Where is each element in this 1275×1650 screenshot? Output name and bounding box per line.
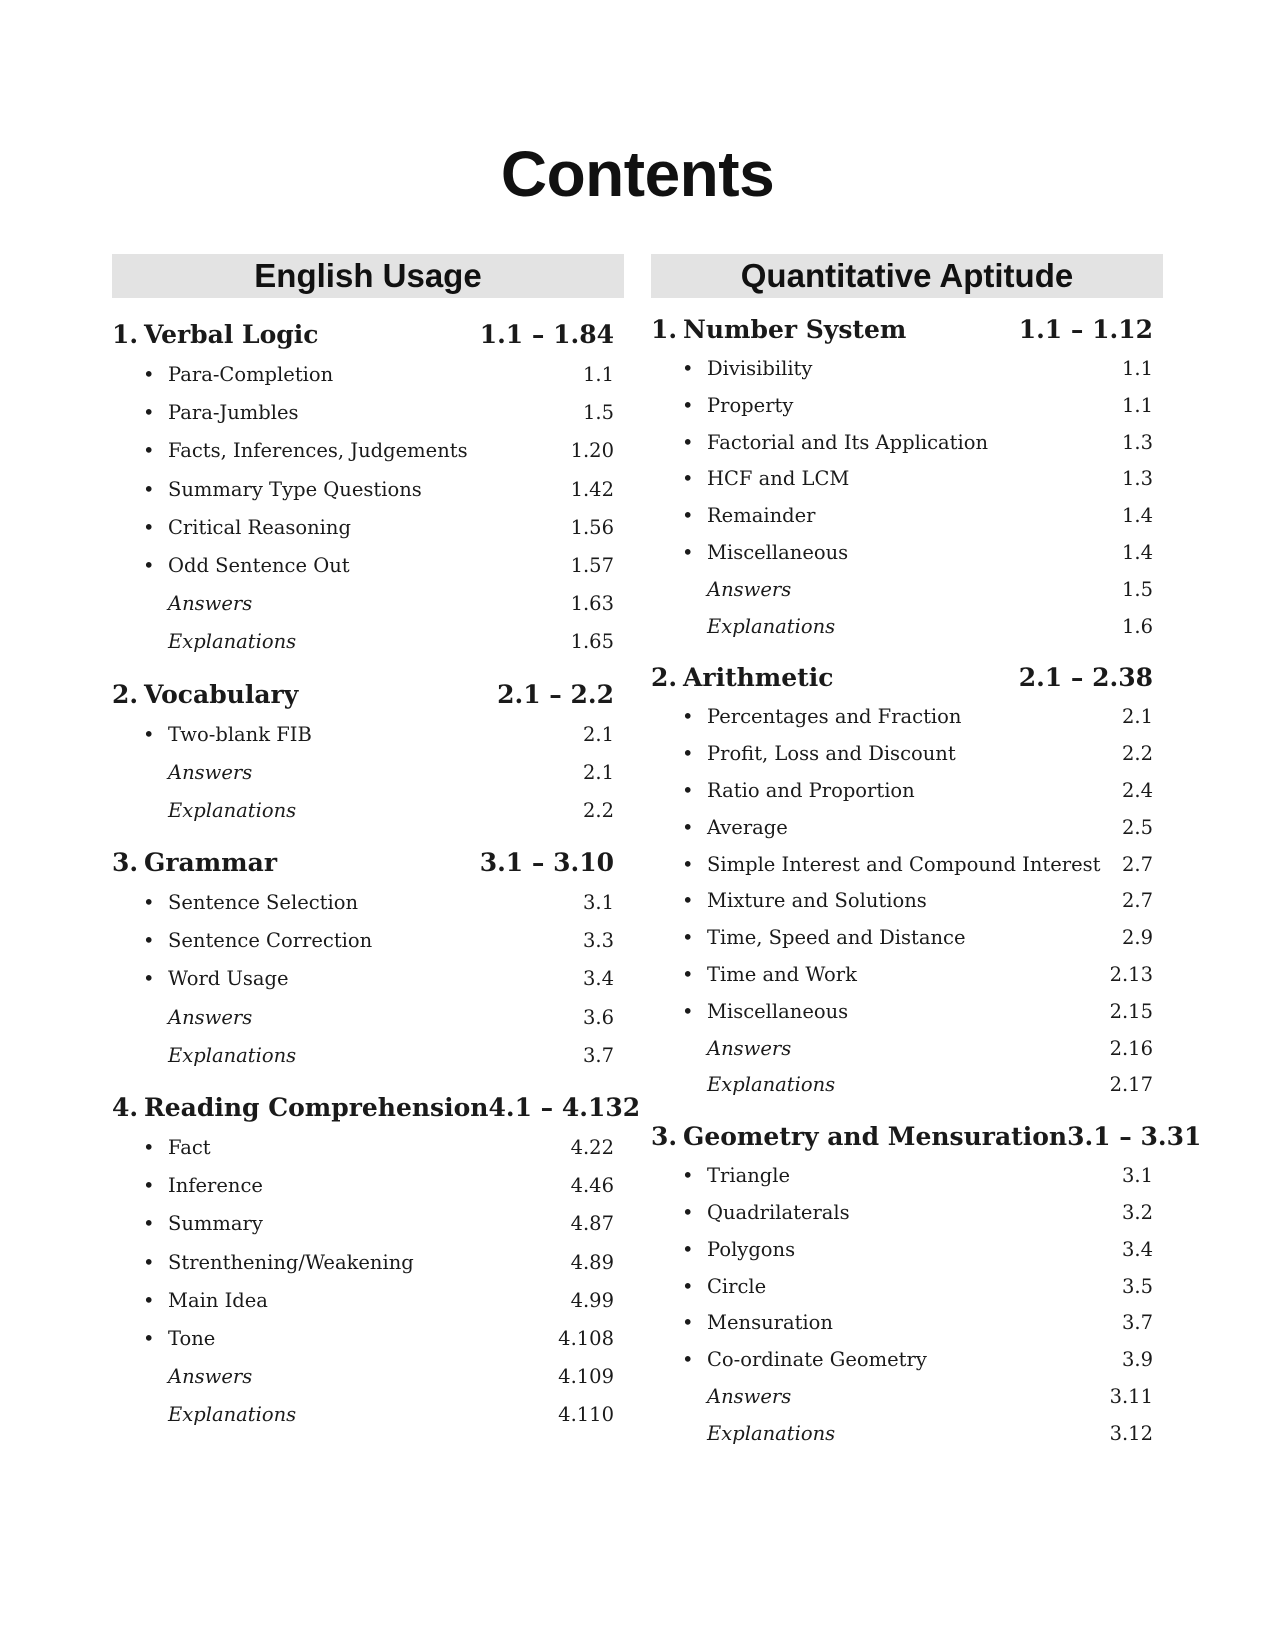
- entry-page-number: 2.13: [1109, 962, 1153, 986]
- entry-label: • Critical Reasoning: [112, 509, 571, 547]
- chapter-page-range: 1.1 – 1.84: [479, 320, 614, 349]
- toc-entry[interactable]: [112, 471, 624, 509]
- chapter: [112, 1087, 641, 1435]
- toc-entry[interactable]: [112, 432, 624, 470]
- entry-label: • Summary: [112, 1205, 571, 1243]
- chapter-name: Arithmetic: [683, 663, 834, 693]
- toc-entry[interactable]: [112, 884, 624, 922]
- entry-page-number: 1.5: [1121, 577, 1153, 601]
- column-english-usage: [112, 254, 641, 1435]
- entry-page-number: 3.6: [582, 1005, 614, 1029]
- toc-subentry[interactable]: [112, 585, 624, 623]
- chapter: [112, 314, 624, 662]
- toc-subentry[interactable]: [651, 1031, 1163, 1068]
- chapter: [651, 657, 1163, 1104]
- toc-entry[interactable]: [112, 1320, 624, 1358]
- chapter-page-range: 4.1 – 4.132: [488, 1093, 641, 1122]
- entry-page-number: 2.4: [1121, 778, 1153, 802]
- toc-entry[interactable]: [112, 960, 624, 998]
- toc-entry[interactable]: [112, 1282, 624, 1320]
- entry-page-number: 3.9: [1121, 1348, 1153, 1372]
- entry-label: • Summary Type Questions: [112, 471, 571, 509]
- entry-page-number: 1.56: [570, 515, 614, 539]
- entry-label: • Two-blank FIB: [112, 716, 583, 754]
- entry-label: Answers: [168, 1005, 253, 1029]
- chapter-number: 3.: [651, 1122, 678, 1152]
- entry-label: • Facts, Inferences, Judgements: [112, 432, 571, 470]
- toc-entry[interactable]: [651, 1158, 1163, 1195]
- toc-entry[interactable]: [651, 957, 1163, 994]
- chapter-title: [651, 657, 1019, 699]
- toc-entry[interactable]: [112, 394, 624, 432]
- entry-page-number: 1.3: [1121, 467, 1153, 491]
- entry-label: • Strenthening/Weakening: [112, 1244, 571, 1282]
- entry-page-number: 3.7: [1121, 1311, 1153, 1335]
- chapter-name: Reading Comprehension: [144, 1093, 489, 1122]
- entry-label: • Word Usage: [112, 960, 583, 998]
- toc-entry[interactable]: [651, 461, 1163, 498]
- chapter-heading[interactable]: [651, 657, 1163, 699]
- toc-subentry[interactable]: [651, 1067, 1163, 1104]
- entry-page-number: 3.4: [582, 967, 614, 991]
- toc-entry[interactable]: [651, 425, 1163, 462]
- entry-label: • Time and Work: [651, 957, 1110, 994]
- toc-entry[interactable]: [112, 1205, 624, 1243]
- entry-label: • HCF and LCM: [651, 461, 1122, 498]
- entry-page-number: 2.15: [1109, 999, 1153, 1023]
- entry-page-number: 4.99: [570, 1288, 614, 1312]
- chapter-page-range: 1.1 – 1.12: [1018, 315, 1153, 344]
- entry-page-number: 1.5: [582, 401, 614, 425]
- chapter: [112, 842, 624, 1075]
- toc-subentry[interactable]: [112, 1037, 624, 1075]
- chapter: [112, 674, 624, 831]
- toc-entry[interactable]: [651, 920, 1163, 957]
- chapter-title: [651, 309, 1019, 351]
- entry-label: Explanations: [168, 1043, 297, 1067]
- entry-label: Answers: [168, 760, 253, 784]
- entry-label: Explanations: [168, 1403, 297, 1427]
- chapter-heading[interactable]: [112, 1087, 641, 1129]
- chapter-page-range: 2.1 – 2.2: [497, 679, 614, 709]
- entry-page-number: 2.16: [1109, 1036, 1153, 1060]
- entry-page-number: 3.12: [1109, 1421, 1153, 1445]
- toc-subentry[interactable]: [112, 623, 624, 661]
- chapter-number: 2.: [112, 679, 139, 709]
- toc-entry[interactable]: [112, 547, 624, 585]
- chapter-page-range: 3.1 – 3.31: [1067, 1122, 1202, 1152]
- entry-label: • Tone: [112, 1320, 558, 1358]
- entry-label: • Odd Sentence Out: [112, 547, 571, 585]
- chapter-number: 1.: [112, 320, 139, 349]
- chapter-page-range: 2.1 – 2.38: [1018, 663, 1153, 693]
- entry-label: • Para-Jumbles: [112, 394, 583, 432]
- entry-page-number: 1.63: [570, 592, 614, 616]
- entry-label: • Percentages and Fraction: [651, 699, 1122, 736]
- entry-page-number: 2.2: [582, 798, 614, 822]
- toc-entry[interactable]: [651, 1232, 1163, 1269]
- entry-label: • Sentence Selection: [112, 884, 583, 922]
- toc-entry[interactable]: [651, 699, 1163, 736]
- entry-label: • Average: [651, 810, 1122, 847]
- entry-page-number: 3.7: [582, 1043, 614, 1067]
- entry-label: • Co-ordinate Geometry: [651, 1342, 1122, 1379]
- chapter: [651, 309, 1163, 645]
- entry-label: • Inference: [112, 1167, 571, 1205]
- entry-label: • Property: [651, 388, 1122, 425]
- toc-subentry[interactable]: [651, 1416, 1163, 1453]
- entry-page-number: 3.4: [1121, 1237, 1153, 1261]
- entry-page-number: 4.109: [558, 1365, 614, 1389]
- column-quantitative-aptitude: [651, 254, 1202, 1453]
- chapter-heading[interactable]: [112, 842, 624, 884]
- entry-label: • Factorial and Its Application: [651, 425, 1122, 462]
- entry-page-number: 1.42: [570, 477, 614, 501]
- chapter-number: 2.: [651, 663, 678, 693]
- entry-page-number: 4.89: [570, 1250, 614, 1274]
- toc-entry[interactable]: [112, 356, 624, 394]
- chapter-heading[interactable]: [651, 1116, 1202, 1158]
- toc-subentry[interactable]: [651, 1379, 1163, 1416]
- chapter-title: [112, 674, 497, 716]
- toc-subentry[interactable]: [112, 754, 624, 792]
- chapter: [651, 1116, 1202, 1452]
- chapter-name: Verbal Logic: [144, 320, 319, 349]
- toc-subentry[interactable]: [112, 1358, 624, 1396]
- entry-label: • Miscellaneous: [651, 535, 1122, 572]
- toc-subentry[interactable]: [651, 609, 1163, 646]
- entry-page-number: 3.11: [1109, 1384, 1153, 1408]
- toc-entry[interactable]: [112, 922, 624, 960]
- entry-label: Explanations: [707, 614, 836, 638]
- toc-entry[interactable]: [112, 509, 624, 547]
- toc-entry[interactable]: [112, 716, 624, 754]
- chapter-name: Vocabulary: [144, 679, 299, 709]
- toc-entry[interactable]: [651, 388, 1163, 425]
- entry-label: • Circle: [651, 1269, 1122, 1306]
- chapter-page-range: 3.1 – 3.10: [479, 848, 614, 878]
- entry-page-number: 1.1: [582, 363, 614, 386]
- entry-label: • Polygons: [651, 1232, 1122, 1269]
- toc-entry[interactable]: [651, 736, 1163, 773]
- chapter-title: [112, 314, 480, 356]
- entry-page-number: 3.3: [582, 929, 614, 953]
- entry-label: • Mensuration: [651, 1305, 1122, 1342]
- toc-subentry[interactable]: [112, 792, 624, 830]
- toc-entry[interactable]: [651, 994, 1163, 1031]
- toc-subentry[interactable]: [651, 572, 1163, 609]
- toc-entry[interactable]: [651, 810, 1163, 847]
- entry-page-number: 2.1: [582, 760, 614, 784]
- entry-page-number: 1.57: [570, 553, 614, 577]
- entry-page-number: 4.46: [570, 1174, 614, 1198]
- chapter-list: [112, 314, 641, 1435]
- entry-page-number: 3.5: [1121, 1274, 1153, 1298]
- entry-label: Explanations: [168, 630, 297, 654]
- entry-page-number: 2.7: [1121, 889, 1153, 913]
- toc-entry[interactable]: [651, 1269, 1163, 1306]
- chapter-heading[interactable]: [112, 314, 624, 356]
- entry-label: • Profit, Loss and Discount: [651, 736, 1122, 773]
- entry-label: Explanations: [707, 1073, 836, 1097]
- chapter-name: Grammar: [144, 848, 277, 878]
- entry-page-number: 4.22: [570, 1136, 614, 1159]
- entry-label: • Simple Interest and Compound Interest: [651, 847, 1122, 884]
- entry-page-number: 1.1: [1121, 357, 1153, 380]
- entry-label: Answers: [707, 1036, 792, 1060]
- entry-page-number: 4.87: [570, 1212, 614, 1236]
- entry-label: • Mixture and Solutions: [651, 883, 1122, 920]
- entry-page-number: 3.2: [1121, 1200, 1153, 1224]
- entry-label: • Sentence Correction: [112, 922, 583, 960]
- entry-label: Answers: [707, 1384, 792, 1408]
- chapter-title: [112, 842, 480, 884]
- entry-page-number: 3.1: [582, 891, 614, 915]
- toc-entry[interactable]: [651, 847, 1163, 884]
- chapter-name: Number System: [683, 315, 907, 344]
- page-title: Contents: [500, 138, 775, 210]
- toc-entry[interactable]: [651, 1342, 1163, 1379]
- entry-page-number: 1.1: [1121, 393, 1153, 417]
- toc-entry[interactable]: [112, 1129, 624, 1167]
- chapter-number: 3.: [112, 848, 139, 878]
- chapter-number: 1.: [651, 315, 678, 344]
- entry-label: • Fact: [112, 1129, 571, 1167]
- entry-page-number: 1.65: [570, 630, 614, 654]
- chapter-number: 4.: [112, 1093, 139, 1122]
- entry-page-number: 1.20: [570, 439, 614, 463]
- toc-subentry[interactable]: [112, 999, 624, 1037]
- entry-page-number: 4.108: [558, 1326, 614, 1350]
- toc-entry[interactable]: [651, 883, 1163, 920]
- entry-page-number: 1.4: [1121, 540, 1153, 564]
- toc-entry[interactable]: [651, 1195, 1163, 1232]
- entry-page-number: 4.110: [558, 1403, 614, 1427]
- toc-subentry[interactable]: [112, 1396, 624, 1434]
- entry-label: • Miscellaneous: [651, 994, 1110, 1031]
- entry-label: • Quadrilaterals: [651, 1195, 1122, 1232]
- entry-label: Explanations: [707, 1421, 836, 1445]
- column-heading: Quantitative Aptitude: [651, 254, 1163, 298]
- entry-label: • Ratio and Proportion: [651, 773, 1122, 810]
- entry-page-number: 2.1: [1121, 705, 1153, 729]
- column-heading: English Usage: [112, 254, 624, 298]
- chapter-heading[interactable]: [651, 309, 1163, 351]
- toc-entry[interactable]: [112, 1167, 624, 1205]
- entry-page-number: 2.5: [1121, 815, 1153, 839]
- entry-page-number: 2.9: [1121, 926, 1153, 950]
- entry-page-number: 1.6: [1121, 614, 1153, 638]
- toc-entry[interactable]: [651, 1305, 1163, 1342]
- entry-label: • Main Idea: [112, 1282, 571, 1320]
- chapter-list: [651, 309, 1202, 1453]
- entry-label: • Triangle: [651, 1158, 1122, 1195]
- toc-entry[interactable]: [651, 773, 1163, 810]
- toc-entry[interactable]: [112, 1244, 624, 1282]
- chapter-name: Geometry and Mensuration: [683, 1122, 1068, 1152]
- entry-page-number: 3.1: [1121, 1164, 1153, 1188]
- chapter-heading[interactable]: [112, 674, 624, 716]
- toc-entry[interactable]: [651, 351, 1163, 388]
- entry-page-number: 2.7: [1121, 852, 1153, 876]
- toc-entry[interactable]: [651, 498, 1163, 535]
- entry-page-number: 1.4: [1121, 504, 1153, 528]
- chapter-title: [112, 1087, 488, 1129]
- entry-page-number: 2.1: [582, 722, 614, 746]
- entry-label: • Remainder: [651, 498, 1122, 535]
- chapter-title: [651, 1116, 1067, 1158]
- entry-page-number: 2.17: [1109, 1073, 1153, 1097]
- entry-page-number: 1.3: [1121, 430, 1153, 454]
- entry-label: • Para-Completion: [112, 356, 583, 394]
- entry-label: Answers: [707, 577, 792, 601]
- entry-label: Answers: [168, 592, 253, 616]
- entry-label: • Time, Speed and Distance: [651, 920, 1122, 957]
- entry-label: Answers: [168, 1365, 253, 1389]
- toc-entry[interactable]: [651, 535, 1163, 572]
- entry-page-number: 2.2: [1121, 742, 1153, 766]
- entry-label: • Divisibility: [651, 351, 1122, 388]
- entry-label: Explanations: [168, 798, 297, 822]
